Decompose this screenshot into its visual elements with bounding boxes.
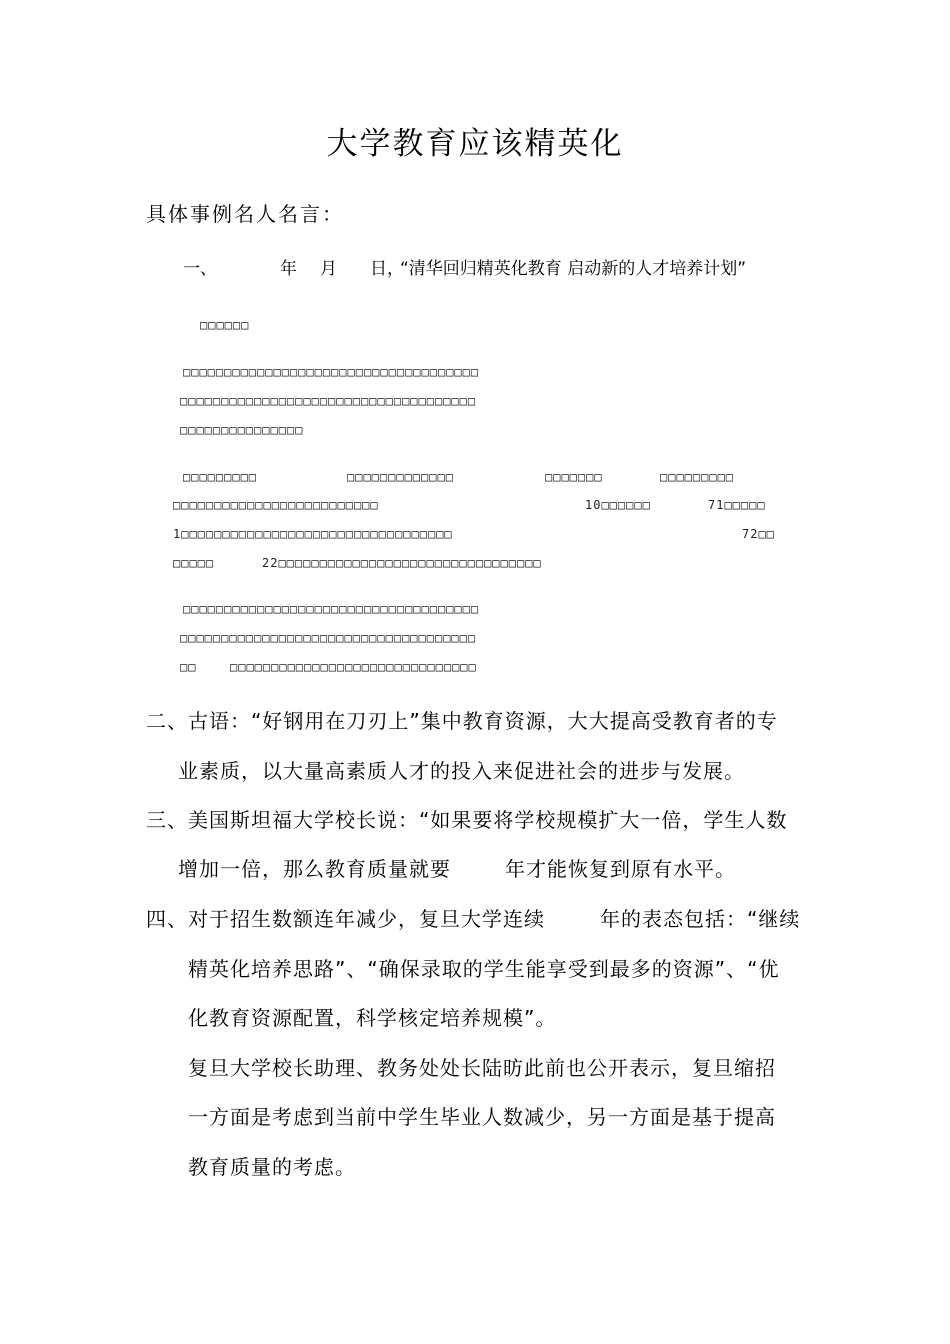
item-4-line-2: 精英化培养思路”、“确保录取的学生能享受到最多的资源”、“优 xyxy=(188,957,780,981)
item-1-day: 日， xyxy=(370,259,404,279)
garbled-line: 22□□□□□□□□□□□□□□□□□□□□□□□□□□□□□□□□ xyxy=(262,556,542,570)
section-subheading: 具体事例名人名言： xyxy=(146,202,344,226)
garbled-line: 10□□□□□□ xyxy=(585,498,651,512)
item-4-line-5: 一方面是考虑到当前中学生毕业人数减少，另一方面是基于提高 xyxy=(188,1105,776,1129)
item-3-line-2b: 年才能恢复到原有水平。 xyxy=(505,857,736,881)
garbled-line: □□□□□□□□□□□□□□□□□□□□□□□□□□□□□□□□□□□□ xyxy=(183,365,480,379)
item-2-line-2: 业素质，以大量高素质人才的投入来促进社会的进步与发展。 xyxy=(178,759,745,783)
item-1-prefix: 一、 xyxy=(183,259,217,279)
item-1-year: 年 xyxy=(280,259,297,279)
item-4-line-6: 教育质量的考虑。 xyxy=(188,1155,356,1179)
item-4-line-4: 复旦大学校长助理、教务处处长陆昉此前也公开表示，复旦缩招 xyxy=(188,1056,776,1080)
garbled-line: □□ xyxy=(180,660,197,674)
item-2-line-1: 二、古语：“好钢用在刀刃上”集中教育资源，大大提高受教育者的专 xyxy=(146,709,778,733)
garbled-line: □□□□□□□□□□□□□ xyxy=(347,470,454,484)
garbled-line: □□□□□□□□□□□□□□□□□□□□□□□□□ xyxy=(173,498,379,512)
item-3-line-1: 三、美国斯坦福大学校长说：“如果要将学校规模扩大一倍，学生人数 xyxy=(146,808,788,832)
garbled-line: □□□□□□□□□□□□□□□ xyxy=(180,423,304,437)
garbled-line: 71□□□□□ xyxy=(708,498,766,512)
garbled-label: □□□□□□ xyxy=(200,318,250,332)
garbled-line: □□□□□□□□□□□□□□□□□□□□□□□□□□□□□□ xyxy=(230,660,477,674)
garbled-line: □□□□□□□ xyxy=(545,470,603,484)
item-4-line-1a: 四、对于招生数额连年减少，复旦大学连续 xyxy=(146,907,545,931)
garbled-line: □□□□□ xyxy=(173,556,215,570)
garbled-line: □□□□□□□□□ xyxy=(183,470,258,484)
garbled-line: □□□□□□□□□ xyxy=(660,470,735,484)
item-4-line-3: 化教育资源配置，科学核定培养规模”。 xyxy=(188,1006,557,1030)
garbled-line: □□□□□□□□□□□□□□□□□□□□□□□□□□□□□□□□□□□□ xyxy=(183,602,480,616)
garbled-line: □□□□□□□□□□□□□□□□□□□□□□□□□□□□□□□□□□□□ xyxy=(180,631,477,645)
garbled-line: □□□□□□□□□□□□□□□□□□□□□□□□□□□□□□□□□□□□ xyxy=(180,394,477,408)
item-4-line-1b: 年的表态包括：“继续 xyxy=(600,907,801,931)
item-3-line-2a: 增加一倍，那么教育质量就要 xyxy=(178,857,451,881)
page-title: 大学教育应该精英化 xyxy=(326,126,624,162)
item-1-month: 月 xyxy=(320,259,337,279)
garbled-line: 1□□□□□□□□□□□□□□□□□□□□□□□□□□□□□□□□□ xyxy=(173,527,453,541)
garbled-line: 72□□ xyxy=(742,527,775,541)
item-1-headline: “清华回归精英化教育 启动新的人才培养计划” xyxy=(400,259,747,279)
